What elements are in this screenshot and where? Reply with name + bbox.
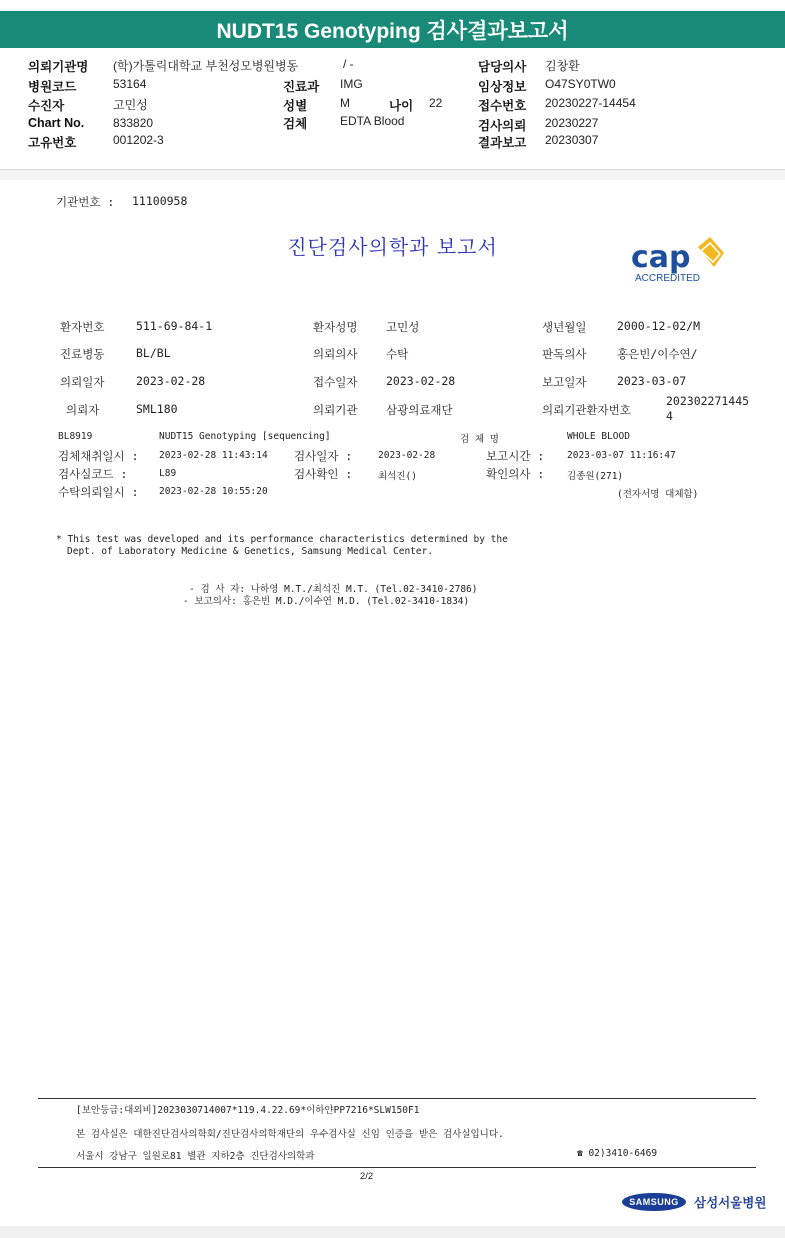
accession-label: 접수번호 bbox=[478, 99, 527, 113]
esign-note: (전자서명 대체함) bbox=[617, 489, 699, 500]
clinical-value: O47SY0TW0 bbox=[545, 77, 616, 91]
footer-top-rule bbox=[38, 1098, 756, 1099]
req-inst-label: 의뢰기관명 bbox=[28, 60, 89, 74]
tester-line: - 검 사 자: 나하영 M.T./최석진 M.T. (Tel.02-3410-2786) bbox=[189, 584, 478, 595]
inst-patient-no-value-cont: 4 bbox=[666, 409, 673, 423]
requester-label: 의뢰자 bbox=[66, 403, 100, 417]
receipt-time-value: 2023-02-28 10:55:20 bbox=[159, 486, 268, 497]
collect-time-label: 검체채취일시 : bbox=[58, 449, 139, 463]
confirm-doctor-value: 김종원(271) bbox=[567, 471, 624, 482]
development-note-line1: * This test was developed and its performance characteristics determined by the bbox=[56, 534, 508, 545]
req-inst2-value: 삼광의료재단 bbox=[386, 403, 453, 417]
lab-code-label: 검사실코드 : bbox=[58, 467, 128, 481]
cap-logo-text: cap bbox=[631, 240, 691, 275]
birth-date-value: 2000-12-02/M bbox=[617, 319, 701, 333]
report-time-label: 보고시간 : bbox=[486, 449, 545, 463]
certification-line: 본 검사실은 대한진단검사의학회/진단검사의학재단의 우수검사실 신임 인증을 받은 검사실입니다. bbox=[76, 1129, 504, 1140]
development-note-line2: Dept. of Laboratory Medicine & Genetics, Samsung Medical Center. bbox=[67, 546, 434, 557]
test-name: NUDT15 Genotyping [sequencing] bbox=[159, 431, 331, 442]
report-date-label: 보고일자 bbox=[542, 375, 587, 389]
dept-value: IMG bbox=[340, 77, 363, 91]
test-req-value: 20230227 bbox=[545, 116, 599, 130]
accession-value: 20230227-14454 bbox=[545, 96, 636, 110]
exam-confirm-value: 최석진() bbox=[378, 471, 417, 482]
exam-date-value: 2023-02-28 bbox=[378, 450, 436, 461]
separator-band bbox=[0, 170, 785, 180]
result-report-value: 20230307 bbox=[545, 133, 599, 147]
lab-report-title: 진단검사의학과 보고서 bbox=[287, 235, 498, 259]
ward-value: BL/BL bbox=[136, 346, 171, 360]
inst-no-label: 기관번호 : bbox=[56, 195, 115, 209]
result-report-label: 결과보고 bbox=[478, 136, 527, 150]
req-date-label: 의뢰일자 bbox=[60, 375, 105, 389]
test-code: BL8919 bbox=[58, 431, 93, 442]
doctor-label: 담당의사 bbox=[478, 60, 527, 74]
specimen-name-label: 검 체 명 bbox=[460, 434, 499, 445]
security-line: [보안등급:대외비]2023030714007*119.4.22.69*이하얀PP7216*SLW150F1 bbox=[76, 1105, 420, 1116]
specimen-name-value: WHOLE BLOOD bbox=[567, 431, 630, 442]
phone-line: ☎ 02)3410-6469 bbox=[577, 1148, 658, 1159]
examinee-label: 수진자 bbox=[28, 99, 65, 113]
patient-no-label: 환자번호 bbox=[60, 320, 105, 334]
ward-label: 진료병동 bbox=[60, 347, 105, 361]
samsung-oval-logo: SAMSUNG bbox=[622, 1193, 686, 1211]
unique-no-label: 고유번호 bbox=[28, 136, 77, 150]
specimen-label: 검체 bbox=[283, 117, 308, 131]
patient-no-value: 511-69-84-1 bbox=[136, 319, 213, 333]
report-document bbox=[0, 180, 785, 1226]
specimen-value: EDTA Blood bbox=[340, 114, 405, 128]
req-inst2-label: 의뢰기관 bbox=[313, 403, 358, 417]
test-req-label: 검사의뢰 bbox=[478, 119, 527, 133]
chart-no-label: Chart No. bbox=[28, 116, 85, 130]
inst-patient-no-label: 의뢰기관환자번호 bbox=[542, 403, 631, 417]
reading-doctor-label: 판독의사 bbox=[542, 347, 587, 361]
inst-no-value: 11100958 bbox=[132, 194, 188, 208]
bottom-strip bbox=[0, 1226, 785, 1238]
doctor-value: 김창환 bbox=[545, 59, 580, 73]
exam-confirm-label: 검사확인 : bbox=[294, 467, 353, 481]
clinical-label: 임상정보 bbox=[478, 80, 527, 94]
req-inst-value: (학)가톨릭대학교 부천성모병원병동 bbox=[113, 59, 299, 73]
inst-patient-no-value: 202302271445 bbox=[666, 394, 750, 408]
chart-no-value: 833820 bbox=[113, 116, 154, 130]
report-time-value: 2023-03-07 11:16:47 bbox=[567, 450, 676, 461]
samsung-hospital-name: 삼성서울병원 bbox=[694, 1195, 767, 1210]
requester-value: SML180 bbox=[136, 402, 178, 416]
hosp-code-value: 53164 bbox=[113, 77, 147, 91]
reading-doctor-value: 홍은빈/이수연/ bbox=[617, 347, 698, 361]
confirm-doctor-label: 확인의사 : bbox=[486, 467, 545, 481]
req-doctor-value: 수탁 bbox=[386, 347, 409, 361]
patient-name-label: 환자성명 bbox=[313, 320, 358, 334]
reporter-line: - 보고의사: 홍은빈 M.D./이수연 M.D. (Tel.02-3410-1834) bbox=[183, 596, 470, 607]
footer-bottom-rule bbox=[38, 1167, 756, 1168]
page-number: 2/2 bbox=[360, 1171, 374, 1182]
receipt-date-label: 접수일자 bbox=[313, 375, 358, 389]
unique-no-value: 001202-3 bbox=[113, 133, 164, 147]
cap-accredited-text: ACCREDITED bbox=[635, 273, 701, 284]
examinee-value: 고민성 bbox=[113, 98, 148, 112]
lab-code-value: L89 bbox=[159, 468, 177, 479]
req-date-value: 2023-02-28 bbox=[136, 374, 206, 388]
birth-date-label: 생년월일 bbox=[542, 320, 587, 334]
hosp-code-label: 병원코드 bbox=[28, 80, 77, 94]
age-value: 22 bbox=[429, 96, 443, 110]
receipt-time-label: 수탁의뢰일시 : bbox=[58, 485, 139, 499]
exam-date-label: 검사일자 : bbox=[294, 449, 353, 463]
samsung-hospital-logo bbox=[622, 1191, 766, 1213]
header-info-panel bbox=[0, 49, 785, 170]
slash-value: / - bbox=[343, 57, 354, 71]
sex-value: M bbox=[340, 96, 350, 110]
collect-time-value: 2023-02-28 11:43:14 bbox=[159, 450, 268, 461]
patient-name-value: 고민성 bbox=[386, 320, 420, 334]
sex-label: 성별 bbox=[283, 99, 308, 113]
req-doctor-label: 의뢰의사 bbox=[313, 347, 358, 361]
dept-label: 진료과 bbox=[283, 80, 320, 94]
cap-accredited-logo bbox=[628, 235, 732, 287]
address-line: 서울시 강남구 일원로81 별관 지하2층 진단검사의학과 bbox=[76, 1151, 315, 1162]
report-title-bar bbox=[0, 11, 785, 48]
age-label: 나이 bbox=[389, 99, 414, 113]
report-main-title: NUDT15 Genotyping 검사결과보고서 bbox=[216, 19, 569, 43]
report-date-value: 2023-03-07 bbox=[617, 374, 687, 388]
receipt-date-value: 2023-02-28 bbox=[386, 374, 456, 388]
